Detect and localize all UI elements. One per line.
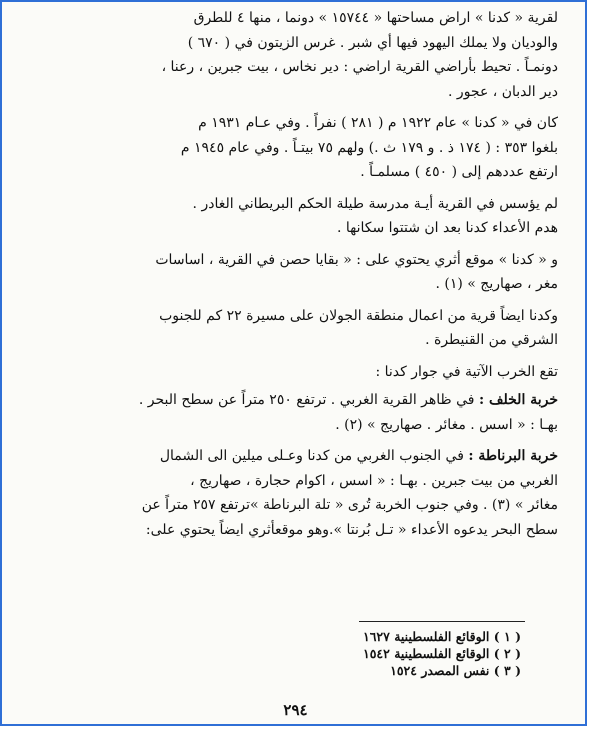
text-line: الشرقي من القنيطرة . bbox=[425, 332, 558, 348]
text-line: مغر ، صهاريج » (١) . bbox=[435, 276, 558, 292]
text-line: دير الدبان ، عجور . bbox=[448, 83, 558, 100]
text-line: تقع الخرب الآتية في جوار كدنا : bbox=[375, 363, 558, 380]
footnote: ( ١ ) الوقائع الفلسطينية ١٦٢٧ bbox=[362, 629, 521, 644]
text-line: لقرية « كدنا » اراض مساحتها « ١٥٧٤٤ » دونما ، منها ٤ للطرق bbox=[193, 10, 558, 26]
paragraph-land bbox=[38, 6, 558, 104]
footnote: ( ٣ ) نفس المصدر ١٥٢٤ bbox=[390, 663, 521, 678]
text-line: مغائر » (٣) . وفي جنوب الخربة تُرى « تلة البرناطة »ترتفع ٢٥٧ متراً عن bbox=[141, 497, 558, 513]
text-run: في الجنوب الغربي من كدنا وعـلى ميلين الى الشمال bbox=[159, 448, 464, 464]
text-line: وكدنا ايضاً قرية من اعمال منطقة الجولان على مسيرة ٢٢ كم للجنوب bbox=[159, 307, 558, 324]
text-line: كان في « كدنا » عام ١٩٢٢ م ( ٢٨١ ) نفراً . وفي عـام ١٩٣١ م bbox=[198, 115, 558, 131]
paragraph-golan bbox=[38, 304, 558, 353]
text-line: ارتفع عددهم إلى ( ٤٥٠ ) مسلمـاً . bbox=[360, 164, 558, 180]
section-lead: خربة البرناطة : bbox=[468, 448, 558, 464]
footnote-divider bbox=[359, 621, 525, 622]
paragraph-khirbet-barnata bbox=[38, 444, 558, 542]
text-line: بهـا : « اسس . مغائر . صهاريج » (٢) . bbox=[335, 416, 558, 433]
paragraph-archaeology bbox=[38, 248, 558, 297]
footnote: ( ٢ ) الوقائع الفلسطينية ١٥٤٢ bbox=[362, 646, 521, 661]
text-line: لم يؤسس في القرية أيـة مدرسة طيلة الحكم البريطاني الغادر . bbox=[192, 195, 558, 212]
text-line: الغربي من بيت جبرين . بهـا : « اسس ، اكوام حجارة ، صهاريج ، bbox=[190, 472, 558, 489]
text-line: هدم الأعداء كدنا بعد ان شتتوا سكانها . bbox=[336, 220, 558, 236]
text-line: دونمـاً . تحيط بأراضي القرية اراضي : دير نخاس ، بيت جبرين ، رعنا ، bbox=[161, 59, 558, 75]
section-lead: خربة الخلف : bbox=[478, 392, 558, 408]
paragraph-population bbox=[38, 111, 558, 185]
text-line: والوديان ولا يملك اليهود فيها أي شبر . غرس الزيتون في ( ٦٧٠ ) bbox=[187, 34, 558, 51]
page-number: ٢٩٤ bbox=[283, 701, 308, 719]
text-line: بلغوا ٣٥٣ : ( ١٧٤ ذ . و ١٧٩ ث .) ولهم ٧٥ بيتـاً . وفي عام ١٩٤٥ م bbox=[180, 139, 558, 156]
text-line: و « كدنا » موقع أثري يحتوي على : « بقايا حصن في القرية ، اساسات bbox=[155, 251, 558, 268]
paragraph-ruins-intro bbox=[38, 360, 558, 385]
text-run: في ظاهر القرية الغربي . ترتفع ٢٥٠ متراً عن سطح البحر . bbox=[138, 392, 475, 408]
text-line bbox=[38, 444, 558, 469]
text-line: سطح البحر يدعوه الأعداء « تـل بُرنتا ».وهو موقعأثري ايضاً يحتوي على: bbox=[145, 521, 558, 538]
footnotes bbox=[261, 628, 521, 679]
text-line bbox=[38, 388, 558, 413]
paragraph-khirbet-khalaf bbox=[38, 388, 558, 437]
document-body bbox=[38, 6, 558, 549]
paragraph-school bbox=[38, 192, 558, 241]
